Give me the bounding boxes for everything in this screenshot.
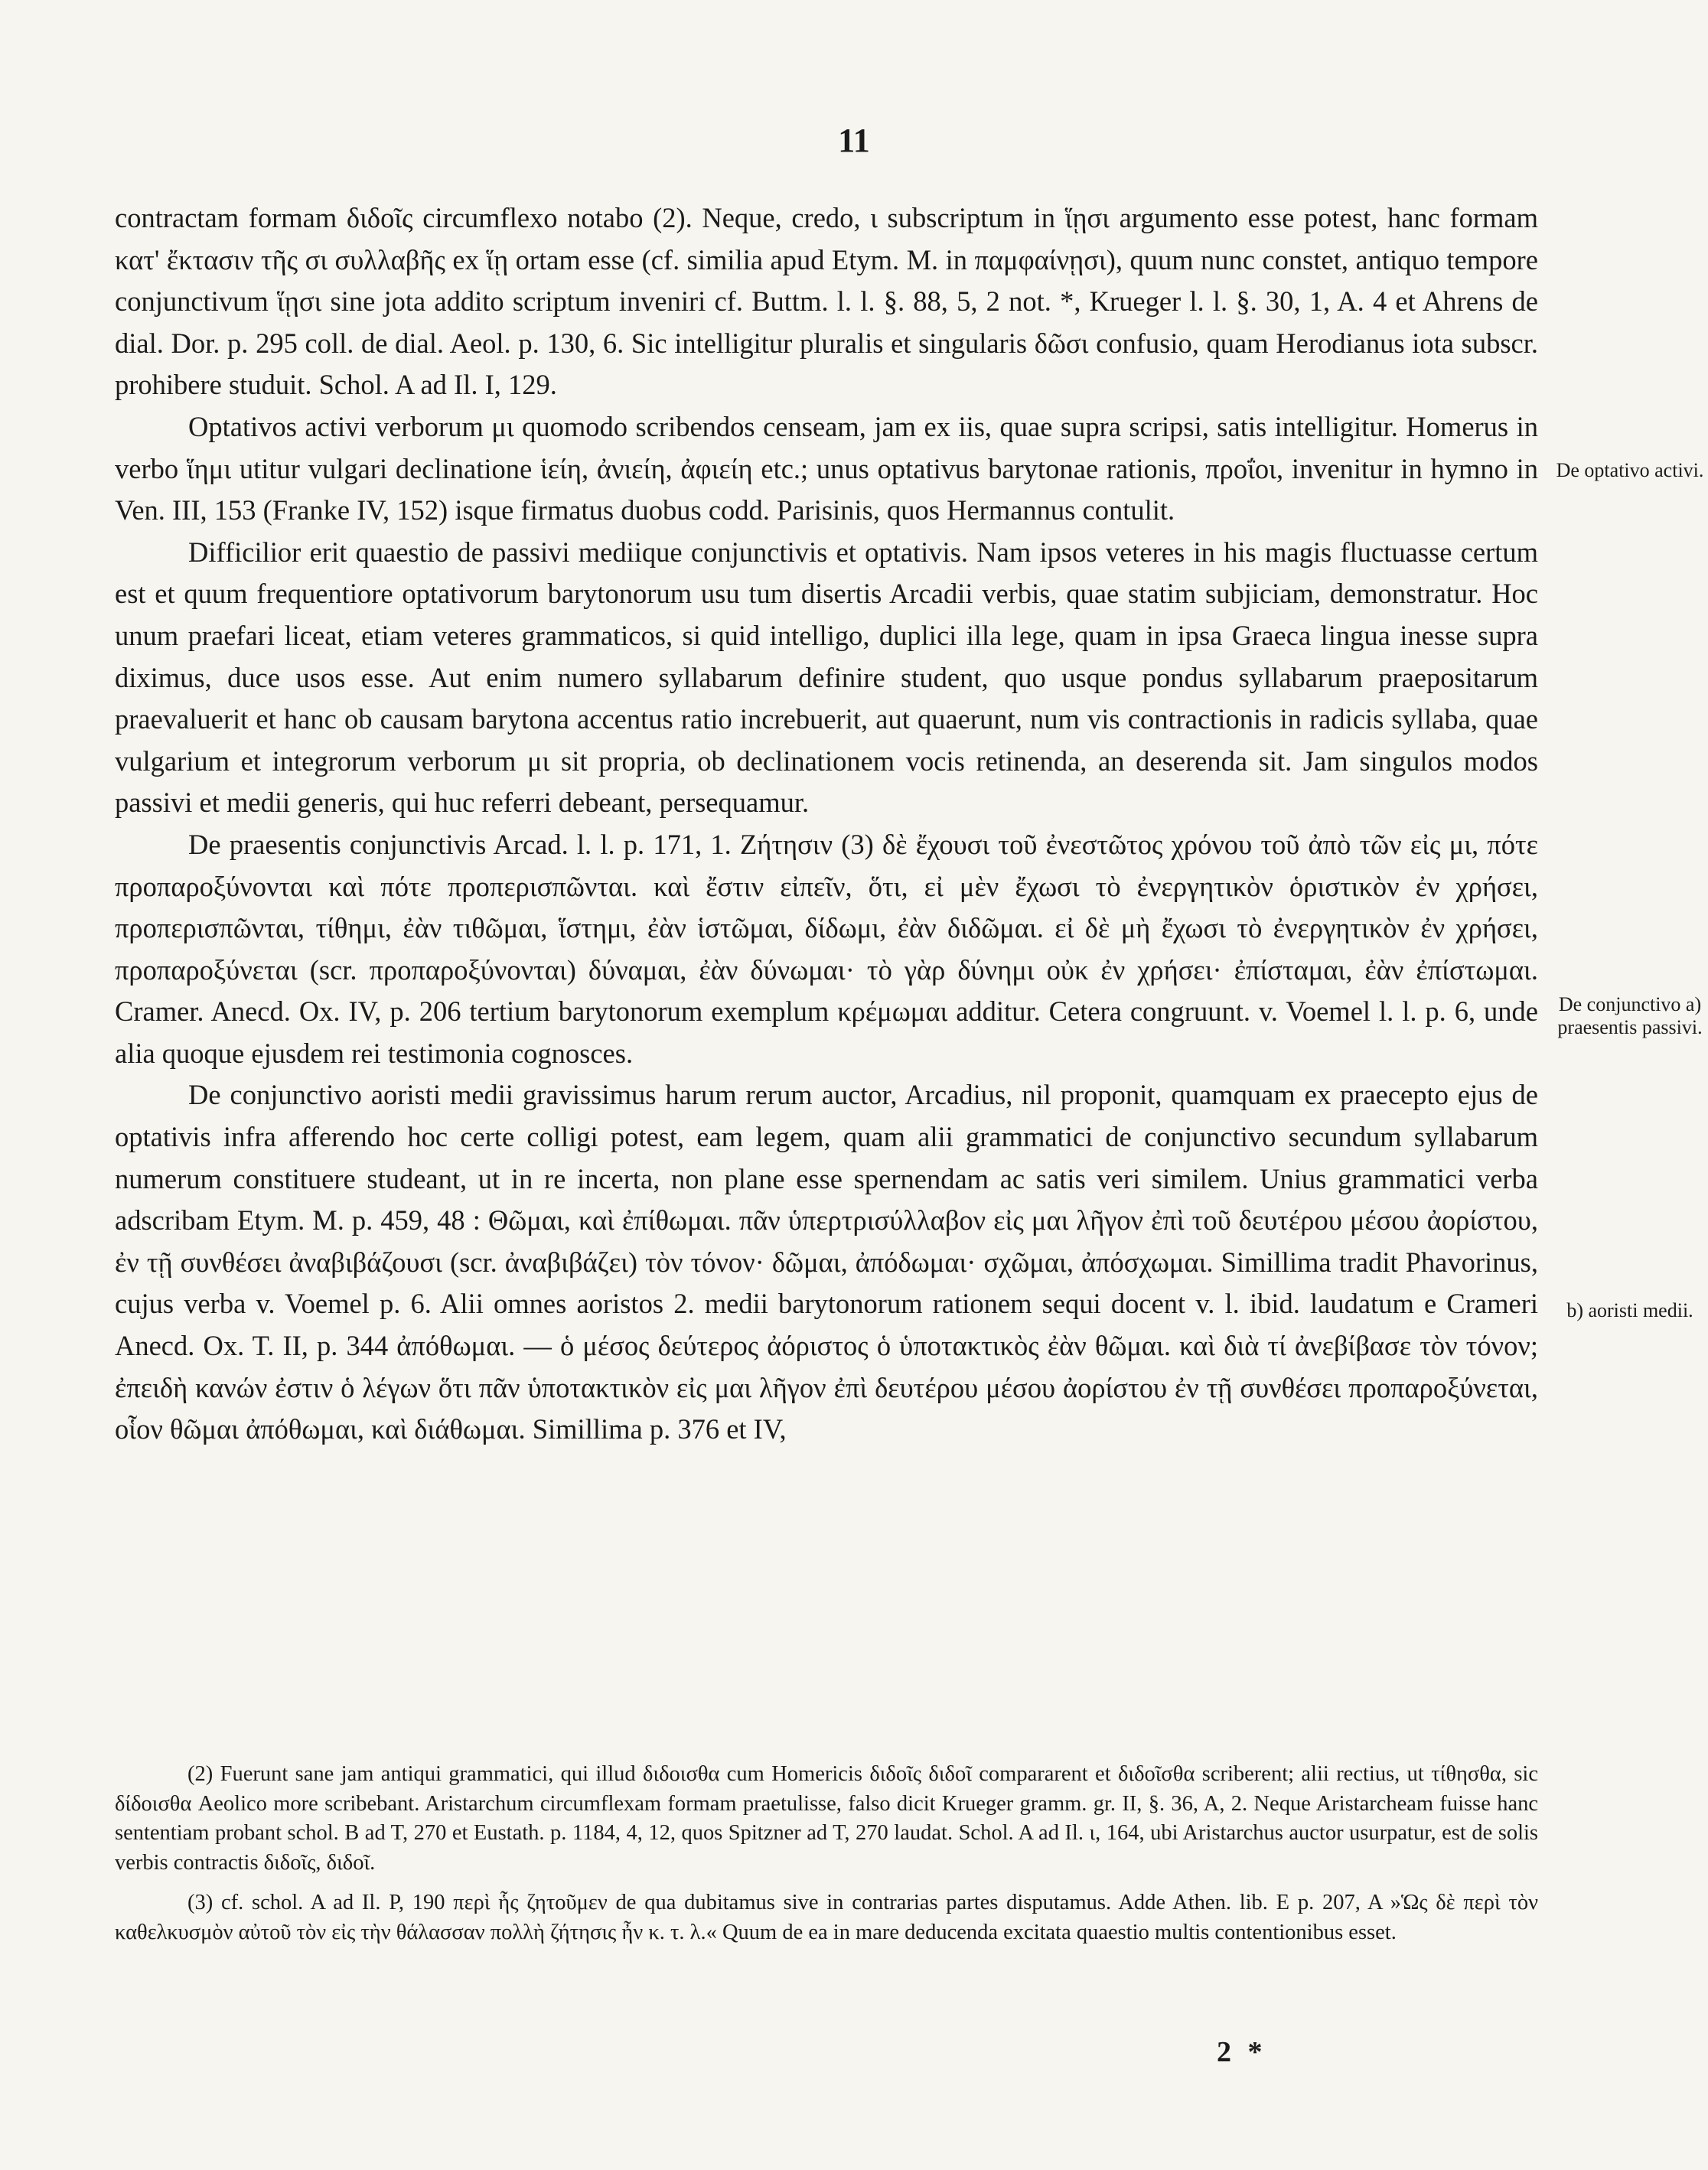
footnotes [115, 1760, 1538, 1958]
margin-note-aoristi: b) aoristi medii. [1566, 1299, 1693, 1321]
paragraph-2-optativos: Optativos activi verborum μι quomodo scribendos censeam, jam ex iis, quae supra scripsi, satis intelligitur. Homerus in verbo ἵημι utitur vulgari declinatione ἱείη, ἀνιείη, ἀφιείη etc.; unus optativus barytonae rationis, προΐοι, invenitur in hymno in Ven. III, 153 (Franke IV, 152) isque firmatus duobus codd. Parisinis, quos Hermannus contulit. [115, 410, 1538, 526]
margin-note-conjunctivo: De conjunctivo a) praesentis passivi. [1557, 993, 1703, 1038]
footnote-2: (2) Fuerunt sane jam antiqui grammatici, qui illud διδοισθα cum Homericis διδοῖς διδοῖ compararent et διδοῖσθα scriberent; alii rectius, ut τίθησθα, sic δίδοισθα Aeolico more scribebant. Aristarchum circumflexam formam praetulisse, falso dicit Krueger gramm. gr. II, §. 36, A, 2. Neque Aristarcheam fuisse hanc sententiam probant schol. B ad T, 270 et Eustath. p. 1184, 4, 12, quos Spitzner ad T, 270 laudat. Schol. A ad Il. ι, 164, ubi Aristarchus auctor usurpatur, est de solis verbis contractis διδοῖς, διδοῖ. [115, 1762, 1538, 1875]
paragraph-3-difficilior: Difficilior erit quaestio de passivi mediique conjunctivis et optativis. Nam ipsos veteres in his magis fluctuasse certum est et quum frequentiore optativorum barytonorum usu tum disertis Arcadii verbis, quae statim subjiciam, demonstratur. Hoc unum praefari liceat, etiam veteres grammaticos, si quid intelligo, duplici illa lege, quam in ipsa Graeca lingua inesse supra diximus, duce usos esse. Aut enim numero syllabarum definire student, quo usque pondus syllabarum praepositarum praevaluerit et hanc ob causam barytona accentus ratio increbuerit, aut quaerunt, num vis contractionis in radicis syllaba, quae vulgarium et integrorum verborum μι sit propria, ob declinationem vocis retinenda, an deserenda sit. Jam singulos modos passivi et medii generis, qui huc referri debeant, persequamur. [115, 536, 1538, 819]
page-number: 11 [838, 122, 870, 159]
margin-note-optativo: De optativo activi. [1556, 459, 1704, 481]
footnote-3: (3) cf. schol. A ad Il. P, 190 περὶ ἧς ζητοῦμεν de qua dubitamus sive in contrarias partes disputamus. Adde Athen. lib. E p. 207, A »Ὡς δὲ περὶ τὸν καθελκυσμὸν αὐτοῦ τὸν εἰς τὴν θάλασσαν πολλὴ ζήτησις ἦν κ. τ. λ.« Quum de ea in mare deducenda excitata quaestio multis contentionibus esset. [115, 1891, 1538, 1944]
signature-mark: 2 * [1217, 2036, 1267, 2068]
paragraph-1: contractam formam διδοῖς circumflexo notabo (2). Neque, credo, ι subscriptum in ἵῃσι argumento esse potest, hanc formam κατ' ἔκτασιν τῆς σι συλλαβῆς ex ἵῃ ortam esse (cf. similia apud Etym. M. in παμφαίνῃσι), quum nunc constet, antiquo tempore conjunctivum ἵῃσι sine jota addito scriptum inveniri cf. Buttm. l. l. §. 88, 5, 2 not. *, Krueger l. l. §. 30, 1, A. 4 et Ahrens de dial. Dor. p. 295 coll. de dial. Aeol. p. 130, 6. Sic intelligitur pluralis et singularis δῶσι confusio, quam Herodianus iota subscr. prohibere studuit. Schol. A ad Il. I, 129. [115, 202, 1538, 401]
paragraph-4-praesentis: De praesentis conjunctivis Arcad. l. l. p. 171, 1. Ζήτησιν (3) δὲ ἔχουσι τοῦ ἐνεστῶτος χρόνου τοῦ ἀπὸ τῶν εἰς μι, πότε προπαροξύνονται καὶ πότε προπερισπῶνται. καὶ ἔστιν εἰπεῖν, ὅτι, εἰ μὲν ἔχωσι τὸ ἐνεργητικὸν ὁριστικὸν ἐν χρήσει, προπερισπῶνται, τίθημι, ἐὰν τιθῶμαι, ἵστημι, ἐὰν ἱστῶμαι, δίδωμι, ἐὰν διδῶμαι. εἰ δὲ μὴ ἔχωσι τὸ ἐνεργητικὸν ἐν χρήσει, προπαροξύνεται (scr. προπαροξύνονται) δύναμαι, ἐὰν δύνωμαι· τὸ γὰρ δύνημι οὐκ ἐν χρήσει· ἐπίσταμαι, ἐὰν ἐπίστωμαι. Cramer. Anecd. Ox. IV, p. 206 tertium barytonorum exemplum κρέμωμαι additur. Cetera congruunt. v. Voemel l. l. p. 6, unde alia quoque ejusdem rei testimonia cognosces. [115, 828, 1538, 1069]
main-text [115, 197, 1538, 1451]
paragraph-5-aoristi: De conjunctivo aoristi medii gravissimus harum rerum auctor, Arcadius, nil proponit, quamquam ex praecepto ejus de optativis infra afferendo hoc certe colligi potest, eam legem, quam alii grammatici de conjunctivo secundum syllabarum numerum constituere studeant, ut in re incerta, non plane esse spernendam ac satis veri similem. Unius grammatici verba adscribam Etym. M. p. 459, 48 : Θῶμαι, καὶ ἐπίθωμαι. πᾶν ὑπερτρισύλλαβον εἰς μαι λῆγον ἐπὶ τοῦ δευτέρου μέσου ἀορίστου, ἐν τῇ συνθέσει ἀναβιβάζουσι (scr. ἀναβιβάζει) τὸν τόνον· δῶμαι, ἀπόδωμαι· σχῶμαι, ἀπόσχωμαι. Simillima tradit Phavorinus, cujus verba v. Voemel p. 6. Alii omnes aoristos 2. medii barytonorum rationem sequi docent v. l. ibid. laudatum e Crameri Anecd. Ox. T. II, p. 344 ἀπόθωμαι. — ὁ μέσος δεύτερος ἀόριστος ὁ ὑποτακτικὸς ἐὰν θῶμαι. καὶ διὰ τί ἀνεβίβασε τὸν τόνον; ἐπειδὴ κανών ἐστιν ὁ λέγων ὅτι πᾶν ὑποτακτικὸν εἰς μαι λῆγον ἐπὶ δευτέρου μέσου ἀορίστου ἐν τῇ συνθέσει προπαροξύνεται, οἷον θῶμαι ἀπόθωμαι, καὶ διάθωμαι. Simillima p. 376 et IV, [115, 1079, 1538, 1445]
